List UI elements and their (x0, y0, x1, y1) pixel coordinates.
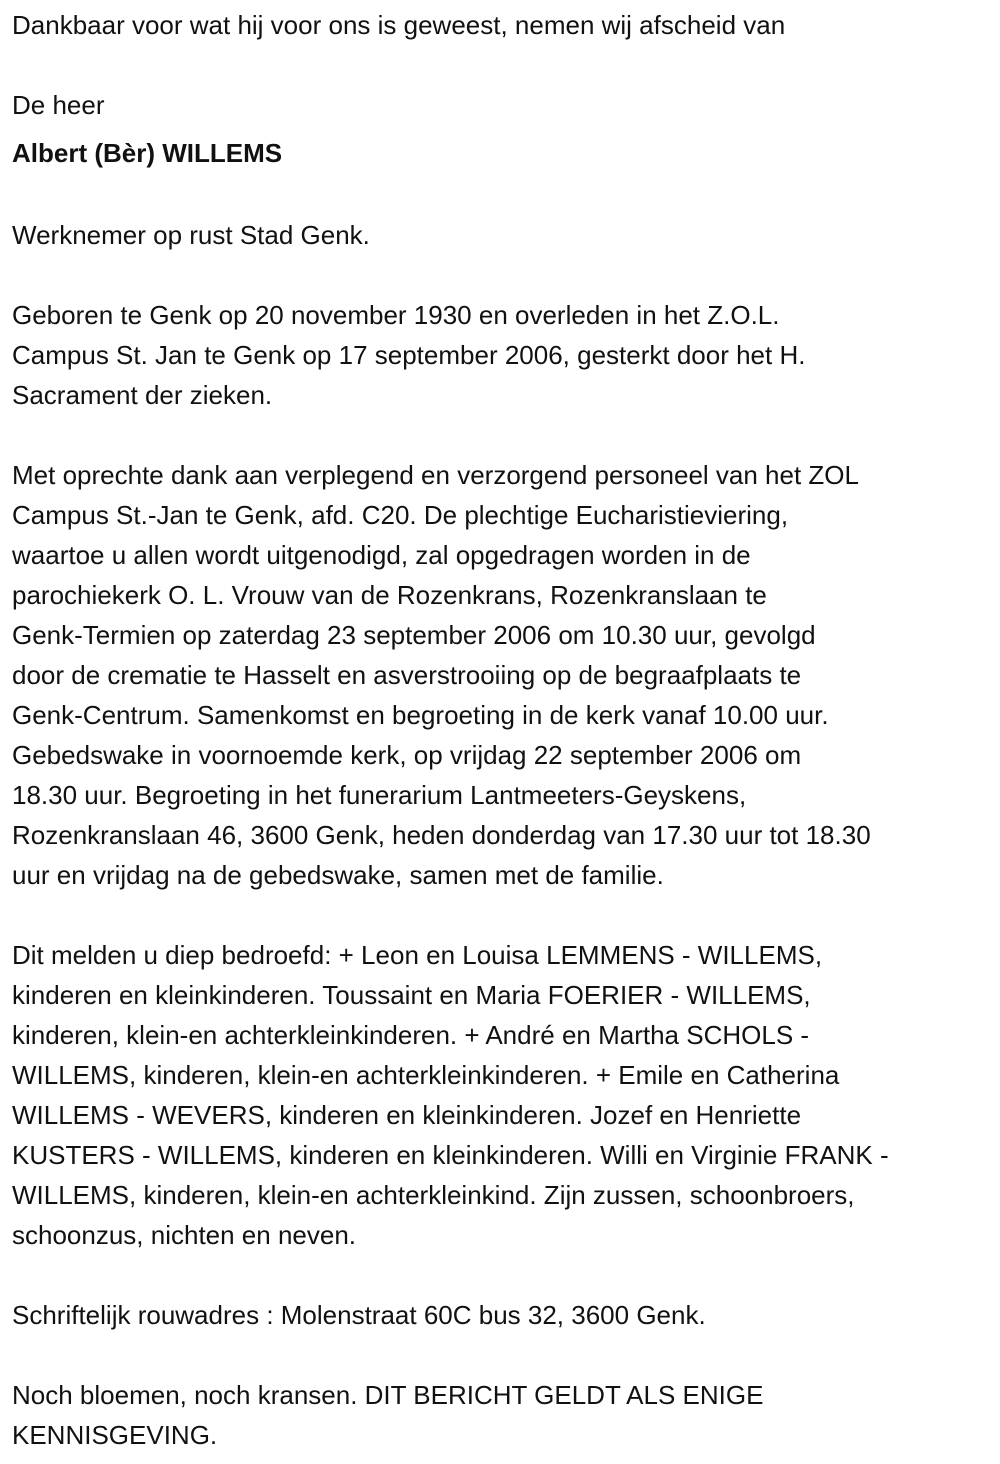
text-line: KUSTERS - WILLEMS, kinderen en kleinkinderen. Willi en Virginie FRANK - (12, 1140, 889, 1170)
birth-death-paragraph (12, 295, 1000, 415)
text-line: WILLEMS, kinderen, klein-en achterkleinkind. Zijn zussen, schoonbroers, (12, 1180, 855, 1210)
text-line: 18.30 uur. Begroeting in het funerarium Lantmeeters-Geyskens, (12, 780, 747, 810)
deceased-name: Albert (Bèr) WILLEMS (12, 138, 283, 168)
intro-text: Dankbaar voor wat hij voor ons is geweest, nemen wij afscheid van (12, 10, 786, 40)
salutation-text: De heer (12, 90, 105, 120)
occupation-paragraph (12, 215, 1000, 255)
deceased-name-paragraph (12, 133, 1000, 173)
text-line: waartoe u allen wordt uitgenodigd, zal opgedragen worden in de (12, 540, 751, 570)
text-line: Noch bloemen, noch kransen. DIT BERICHT GELDT ALS ENIGE (12, 1380, 764, 1410)
address-paragraph (12, 1295, 1000, 1335)
text-line: Campus St.-Jan te Genk, afd. C20. De plechtige Eucharistieviering, (12, 500, 789, 530)
family-paragraph (12, 935, 1000, 1255)
text-line: Rozenkranslaan 46, 3600 Genk, heden donderdag van 17.30 uur tot 18.30 (12, 820, 871, 850)
text-line: Geboren te Genk op 20 november 1930 en overleden in het Z.O.L. (12, 300, 780, 330)
closing-paragraph (12, 1375, 1000, 1455)
text-line: uur en vrijdag na de gebedswake, samen met de familie. (12, 860, 664, 890)
text-line: kinderen en kleinkinderen. Toussaint en Maria FOERIER - WILLEMS, (12, 980, 811, 1010)
text-line: door de crematie te Hasselt en asverstrooiing op de begraafplaats te (12, 660, 802, 690)
text-line: Met oprechte dank aan verplegend en verzorgend personeel van het ZOL (12, 460, 859, 490)
text-line: Gebedswake in voornoemde kerk, op vrijdag 22 september 2006 om (12, 740, 802, 770)
salutation-paragraph (12, 85, 1000, 125)
text-line: Campus St. Jan te Genk op 17 september 2006, gesterkt door het H. (12, 340, 806, 370)
text-line: KENNISGEVING. (12, 1420, 218, 1450)
ceremony-paragraph (12, 455, 1000, 895)
address-text: Schriftelijk rouwadres : Molenstraat 60C bus 32, 3600 Genk. (12, 1300, 706, 1330)
text-line: kinderen, klein-en achterkleinkinderen. + André en Martha SCHOLS - (12, 1020, 810, 1050)
text-line: parochiekerk O. L. Vrouw van de Rozenkrans, Rozenkranslaan te (12, 580, 767, 610)
occupation-text: Werknemer op rust Stad Genk. (12, 220, 370, 250)
text-line: Genk-Centrum. Samenkomst en begroeting in de kerk vanaf 10.00 uur. (12, 700, 829, 730)
text-line: Genk-Termien op zaterdag 23 september 2006 om 10.30 uur, gevolgd (12, 620, 816, 650)
text-line: WILLEMS - WEVERS, kinderen en kleinkinderen. Jozef en Henriette (12, 1100, 802, 1130)
text-line: Dit melden u diep bedroefd: + Leon en Louisa LEMMENS - WILLEMS, (12, 940, 823, 970)
text-line: WILLEMS, kinderen, klein-en achterkleinkinderen. + Emile en Catherina (12, 1060, 840, 1090)
text-line: Sacrament der zieken. (12, 380, 273, 410)
text-line: schoonzus, nichten en neven. (12, 1220, 357, 1250)
intro-paragraph (12, 5, 1000, 45)
